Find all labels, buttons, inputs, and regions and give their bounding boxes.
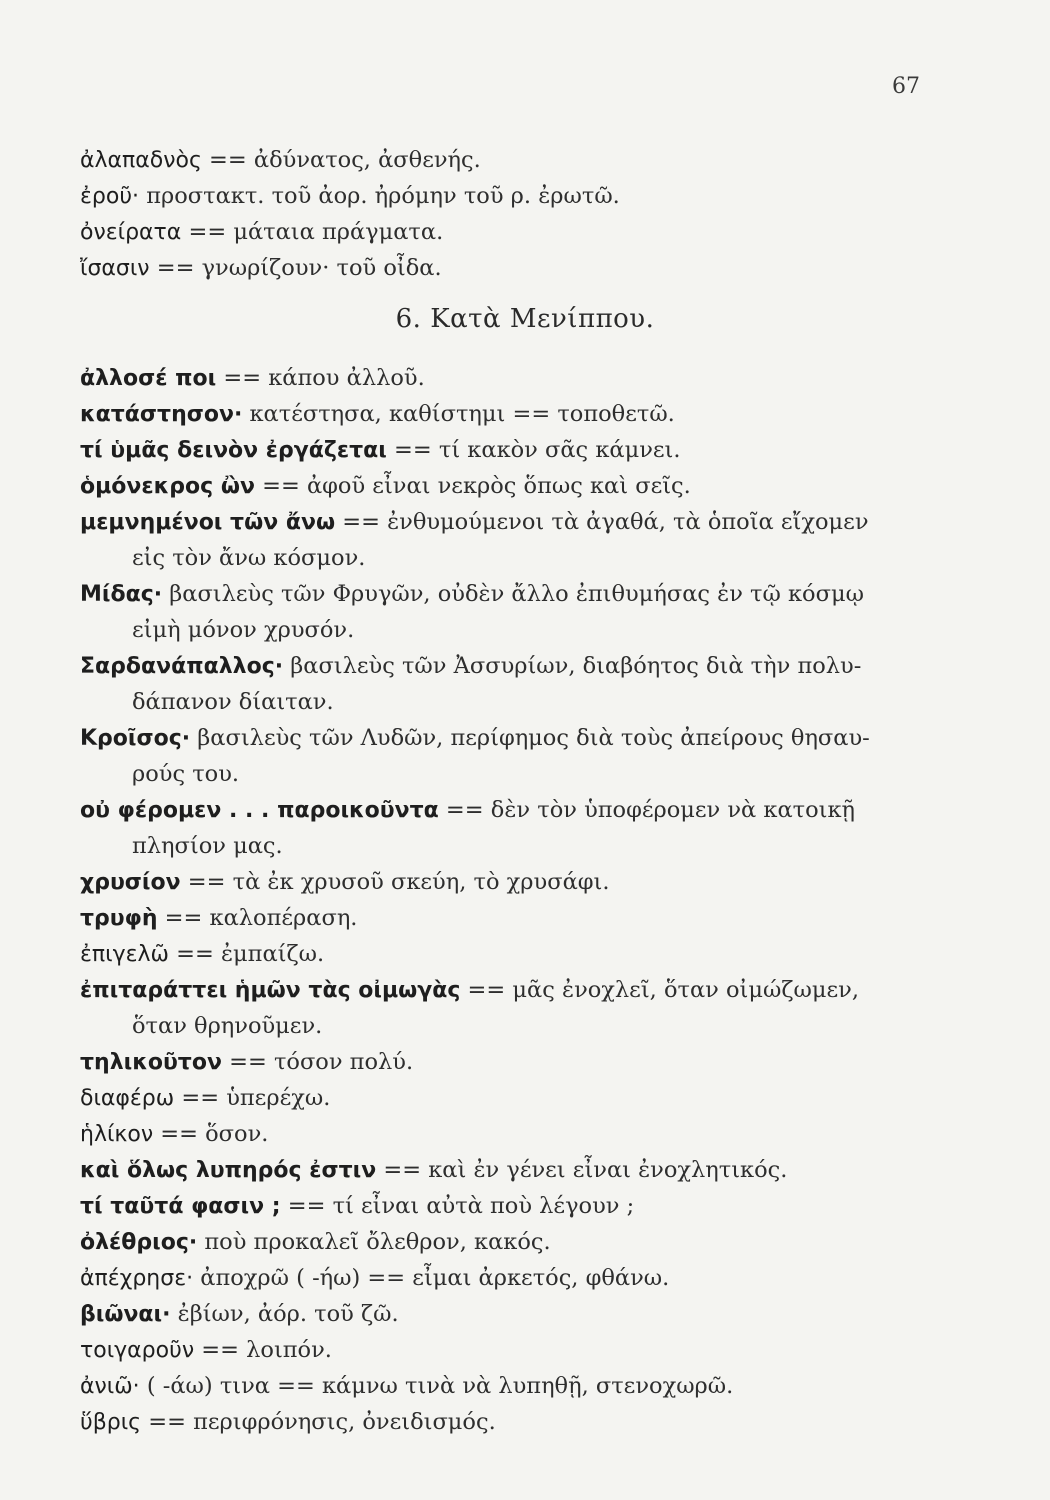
entry-term: κατάστησον· (80, 402, 243, 427)
entry-definition: προστακτ. τοῦ ἀορ. ἠρόμην τοῦ ρ. ἐρωτῶ. (146, 183, 620, 209)
entry-term: τί ὑμᾶς δεινὸν ἐργάζεται (80, 438, 387, 463)
entry-term: ἀπέχρησε· (80, 1266, 194, 1291)
glossary-entry (80, 250, 980, 287)
entry-continuation: δάπανον δίαιταν. (132, 689, 334, 715)
glossary-entry (80, 1080, 980, 1117)
entry-term: ἐπιταράττει ἡμῶν τὰς οἰμωγὰς (80, 978, 461, 1003)
entry-separator: == (280, 1193, 333, 1219)
entry-definition: ἐμπαίζω. (220, 941, 325, 967)
entry-separator (140, 1373, 147, 1399)
entry-term: βιῶναι· (80, 1302, 171, 1327)
entry-definition: μάταια πράγματα. (233, 219, 444, 245)
glossary-entry (80, 432, 980, 469)
glossary-entry (80, 648, 980, 685)
entry-separator: == (335, 509, 388, 535)
entry-separator: == (254, 473, 307, 499)
entry-definition: γνωρίζουν· τοῦ οἶδα. (201, 255, 442, 281)
entry-continuation: πλησίον μας. (132, 833, 283, 859)
entry-separator: == (174, 1085, 227, 1111)
glossary-entry (80, 468, 980, 505)
glossary-entry (80, 504, 980, 541)
glossary-entry (80, 864, 980, 901)
entry-separator: == (153, 1121, 206, 1147)
entry-term: Μίδας· (80, 582, 163, 607)
entry-definition: ἀφοῦ εἶναι νεκρὸς ὅπως καὶ σεῖς. (306, 473, 691, 499)
glossary-entry (80, 720, 980, 757)
glossary-entry (80, 1224, 980, 1261)
entry-separator: == (149, 255, 202, 281)
entry-definition: ὅσον. (205, 1121, 269, 1147)
entry-term: ἐροῦ· (80, 184, 140, 209)
glossary-entry (80, 1260, 980, 1297)
entry-separator: == (201, 147, 254, 173)
entry-definition: ποὺ προκαλεῖ ὄλεθρον, κακός. (204, 1229, 551, 1255)
entry-term: ὁμόνεκρος ὢν (80, 474, 255, 499)
entry-term: ἡλίκον (80, 1122, 154, 1147)
entry-definition: λοιπόν. (246, 1337, 332, 1363)
entry-definition: μᾶς ἐνοχλεῖ, ὅταν οἰμώζωμεν, (512, 977, 859, 1003)
entry-separator: == (181, 219, 234, 245)
entry-continuation: εἰς τὸν ἄνω κόσμον. (132, 545, 366, 571)
entry-definition: κατέστησα, καθίστημι == τοποθετῶ. (249, 401, 675, 427)
glossary-entry (80, 1116, 980, 1153)
entry-definition: κάπου ἀλλοῦ. (268, 365, 425, 391)
entry-separator: == (221, 1049, 274, 1075)
glossary-entry (80, 1188, 980, 1225)
entry-term: χρυσίον (80, 870, 181, 895)
entry-definition: ἐβίων, ἀόρ. τοῦ ζῶ. (177, 1301, 399, 1327)
entry-definition: ἀποχρῶ ( -ήω) == εἶμαι ἀρκετός, φθάνω. (200, 1265, 670, 1291)
entry-term: διαφέρω (80, 1086, 175, 1111)
entry-separator (170, 1301, 177, 1327)
glossary-entry (80, 972, 980, 1009)
entry-term: οὐ φέρομεν . . . παροικοῦντα (80, 798, 439, 823)
entry-definition: ἐνθυμούμενοι τὰ ἀγαθά, τὰ ὁποῖα εἴχομεν (387, 509, 869, 535)
entry-definition: τὰ ἐκ χρυσοῦ σκεύη, τὸ χρυσάφι. (232, 869, 610, 895)
entry-term: Σαρδανάπαλλος· (80, 654, 284, 679)
entry-term: ὀλέθριος· (80, 1230, 198, 1255)
entry-definition: τί κακὸν σᾶς κάμνει. (438, 437, 681, 463)
entry-definition: δὲν τὸν ὑποφέρομεν νὰ κατοικῇ (490, 797, 856, 823)
entry-separator: == (168, 941, 221, 967)
glossary-entry (80, 1296, 980, 1333)
entry-term: ἀλλοσέ ποι (80, 366, 217, 391)
entry-separator: == (180, 869, 233, 895)
entry-definition: τί εἶναι αὐτὰ ποὺ λέγουν ; (332, 1193, 635, 1219)
entry-continuation: ρούς του. (132, 761, 240, 787)
entry-definition: βασιλεὺς τῶν Λυδῶν, περίφημος διὰ τοὺς ἀπείρους θησαυ- (197, 725, 870, 751)
entry-term: τοιγαροῦν (80, 1338, 195, 1363)
section-title: 6. Κατὰ Μενίππου. (395, 304, 655, 334)
entry-separator: == (194, 1337, 247, 1363)
entry-definition: βασιλεὺς τῶν Ἀσσυρίων, διαβόητος διὰ τὴν πολυ- (290, 653, 862, 679)
entry-definition: ὑπερέχω. (226, 1085, 331, 1111)
glossary-entry (80, 936, 980, 973)
entry-definition: ἀδύνατος, ἀσθενής. (253, 147, 481, 173)
entry-definition: περιφρόνησις, ὀνειδισμός. (193, 1409, 496, 1435)
page-number: 67 (892, 74, 920, 99)
glossary-entry (80, 1368, 980, 1405)
entry-separator: == (438, 797, 491, 823)
glossary-entry (80, 178, 980, 215)
entry-term: Κροῖσος· (80, 726, 191, 751)
entry-separator: == (386, 437, 439, 463)
entry-continuation: εἰμὴ μόνον χρυσόν. (132, 617, 355, 643)
entry-term: καὶ ὅλως λυπηρός ἐστιν (80, 1158, 377, 1183)
entry-term: ὕβρις (80, 1410, 142, 1435)
glossary-entry (80, 214, 980, 251)
entry-term: ἐπιγελῶ (80, 942, 169, 967)
entry-term: τηλικοῦτον (80, 1050, 222, 1075)
entry-term: ἀνιῶ· (80, 1374, 140, 1399)
glossary-entry (80, 900, 980, 937)
glossary-entry (80, 576, 980, 613)
entry-continuation: ὅταν θρηνοῦμεν. (132, 1013, 323, 1039)
glossary-entry (80, 1044, 980, 1081)
glossary-entry (80, 1152, 980, 1189)
entry-definition: ( -άω) τινα == κάμνω τινὰ νὰ λυπηθῇ, στενοχωρῶ. (146, 1373, 734, 1399)
entry-definition: τόσον πολύ. (273, 1049, 414, 1075)
entry-separator: == (376, 1157, 429, 1183)
entry-separator: == (141, 1409, 194, 1435)
entry-term: ἀλαπαδνὸς (80, 148, 202, 173)
entry-term: ἴσασιν (80, 256, 150, 281)
entry-definition: καὶ ἐν γένει εἶναι ἐνοχλητικός. (428, 1157, 788, 1183)
entry-term: τί ταῦτά φασιν ; (80, 1194, 281, 1219)
glossary-entry (80, 792, 980, 829)
glossary-entry (80, 396, 980, 433)
entry-term: μεμνημένοι τῶν ἄνω (80, 510, 336, 535)
entry-definition: καλοπέραση. (209, 905, 358, 931)
glossary-entry (80, 360, 980, 397)
entry-term: τρυφὴ (80, 906, 158, 931)
glossary-entry (80, 1332, 980, 1369)
glossary-entry (80, 142, 980, 179)
entry-term: ὀνείρατα (80, 220, 182, 245)
entry-separator: == (157, 905, 210, 931)
entry-separator: == (216, 365, 269, 391)
glossary-entry (80, 1404, 980, 1441)
entry-definition: βασιλεὺς τῶν Φρυγῶν, οὐδὲν ἄλλο ἐπιθυμήσας ἐν τῷ κόσμῳ (169, 581, 864, 607)
entry-separator: == (460, 977, 513, 1003)
